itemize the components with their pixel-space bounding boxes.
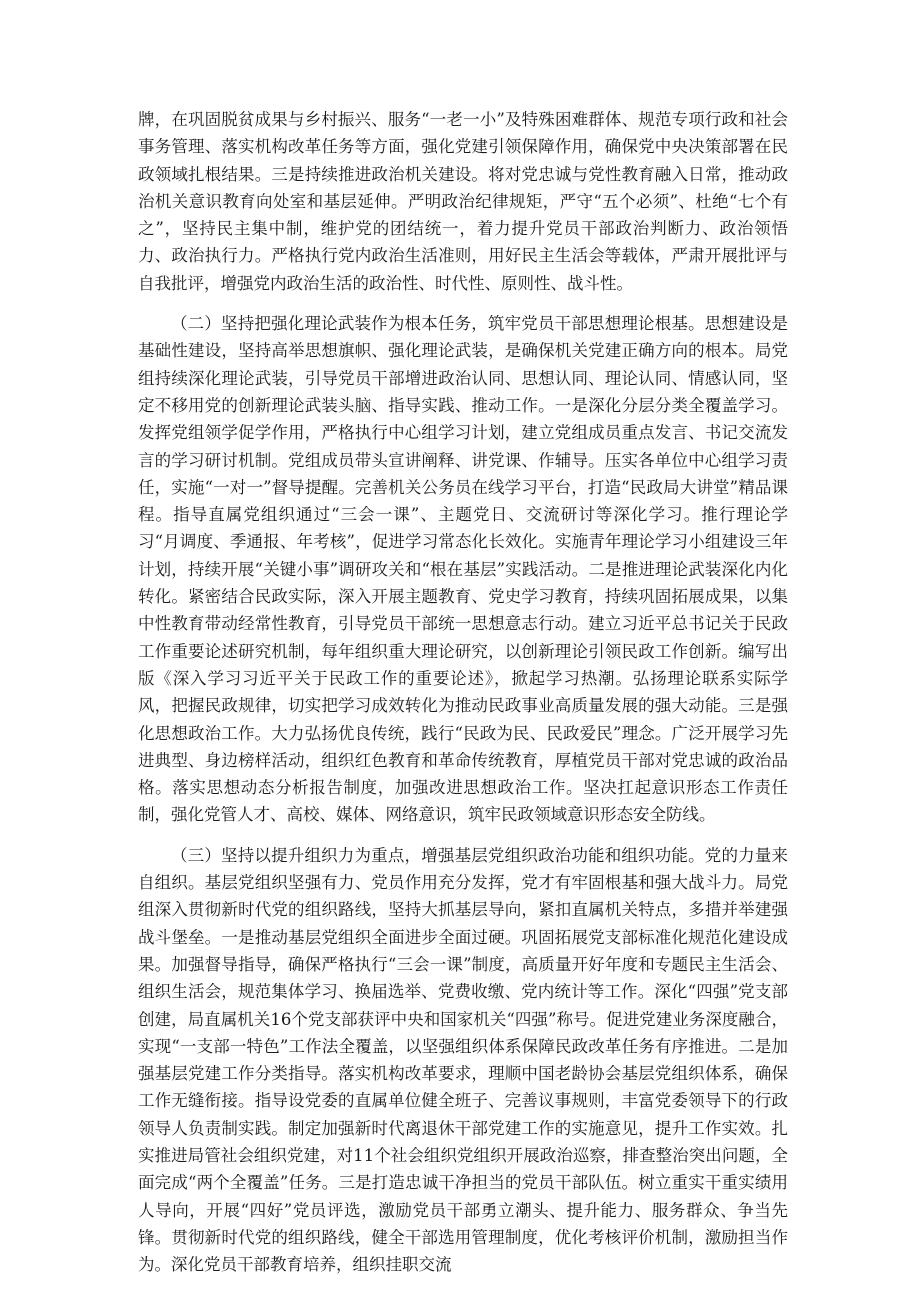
- document-body: [138, 106, 788, 1278]
- paragraph-section-two: （二）坚持把强化理论武装作为根本任务，筑牢党员干部思想理论根基。思想建设是基础性建设，坚持高举思想旗帜、强化理论武装，是确保机关党建正确方向的根本。局党组持续深化理论武装，引导党员干部增进政治认同、思想认同、理论认同、情感认同，坚定不移用党的创新理论武装头脑、指导实践、推动工作。一是深化分层分类全覆盖学习。发挥党组领学促学作用，严格执行中心组学习计划，建立党组成员重点发言、书记交流发言的学习研讨机制。党组成员带头宣讲阐释、讲党课、作辅导。压实各单位中心组学习责任，实施“一对一”督导提醒。完善机关公务员在线学习平台，打造“民政局大讲堂”精品课程。指导直属党组织通过“三会一课”、主题党日、交流研讨等深化学习。推行理论学习“月调度、季通报、年考核”，促进学习常态化长效化。实施青年理论学习小组建设三年计划，持续开展“关键小事”调研攻关和“根在基层”实践活动。二是推进理论武装深化内化转化。紧密结合民政实际，深入开展主题教育、党史学习教育，持续巩固拓展成果，以集中性教育带动经常性教育，引导党员干部统一思想意志行动。建立习近平总书记关于民政工作重要论述研究机制，每年组织重大理论研究，以创新理论引领民政工作创新。编写出版《深入学习习近平关于民政工作的重要论述》，掀起学习热潮。弘扬理论联系实际学风，把握民政规律，切实把学习成效转化为推动民政事业高质量发展的强大动能。三是强化思想政治工作。大力弘扬优良传统，践行“民政为民、民政爱民”理念。广泛开展学习先进典型、身边榜样活动，组织红色教育和革命传统教育，厚植党员干部对党忠诚的政治品格。落实思想动态分析报告制度，加强改进思想政治工作。坚决扛起意识形态工作责任制，强化党管人才、高校、媒体、网络意识，筑牢民政领域意识形态安全防线。: [138, 314, 788, 825]
- paragraph-section-three: （三）坚持以提升组织力为重点，增强基层党组织政治功能和组织功能。党的力量来自组织。基层党组织坚强有力、党员作用充分发挥，党才有牢固根基和强大战斗力。局党组深入贯彻新时代党的组织路线，坚持大抓基层导向，紧扣直属机关特点，多措并举建强战斗堡垒。一是推动基层党组织全面进步全面过硬。巩固拓展党支部标准化规范化建设成果。加强督导指导，确保严格执行“三会一课”制度，高质量开好年度和专题民主生活会、组织生活会，规范集体学习、换届选举、党费收缴、党内统计等工作。深化“四强”党支部创建，局直属机关16个党支部获评中央和国家机关“四强”称号。促进党建业务深度融合，实现“一支部一特色”工作法全覆盖，以坚强组织体系保障民政改革任务有序推进。二是加强基层党建工作分类指导。落实机构改革要求，理顺中国老龄协会基层党组织体系，确保工作无缝衔接。指导设党委的直属单位健全班子、完善议事规则，丰富党委领导下的行政领导人负责制实践。制定加强新时代离退休干部党建工作的实施意见，提升工作实效。扎实推进局管社会组织党建，对11个社会组织党组织开展政治巡察，排查整治突出问题，全面完成“两个全覆盖”任务。三是打造忠诚干净担当的党员干部队伍。树立重实干重实绩用人导向，开展“四好”党员评选，激励党员干部勇立潮头、提升能力、服务群众、争当先锋。贯彻新时代党的组织路线，健全干部选用管理制度，优化考核评价机制，激励担当作为。深化党员干部教育培养，组织挂职交流: [138, 845, 788, 1275]
- paragraph-continued: 牌，在巩固脱贫成果与乡村振兴、服务“一老一小”及特殊困难群体、规范专项行政和社会事务管理、落实机构改革任务等方面，强化党建引领保障作用，确保党中央决策部署在民政领域扎根结果。三是持续推进政治机关建设。将对党忠诚与党性教育融入日常，推动政治机关意识教育向处室和基层延伸。严明政治纪律规矩，严守“五个必须”、杜绝“七个有之”，坚持民主集中制，维护党的团结统一，着力提升党员干部政治判断力、政治领悟力、政治执行力。严格执行党内政治生活准则，用好民主生活会等载体，严肃开展批评与自我批评，增强党内政治生活的政治性、时代性、原则性、战斗性。: [138, 110, 788, 293]
